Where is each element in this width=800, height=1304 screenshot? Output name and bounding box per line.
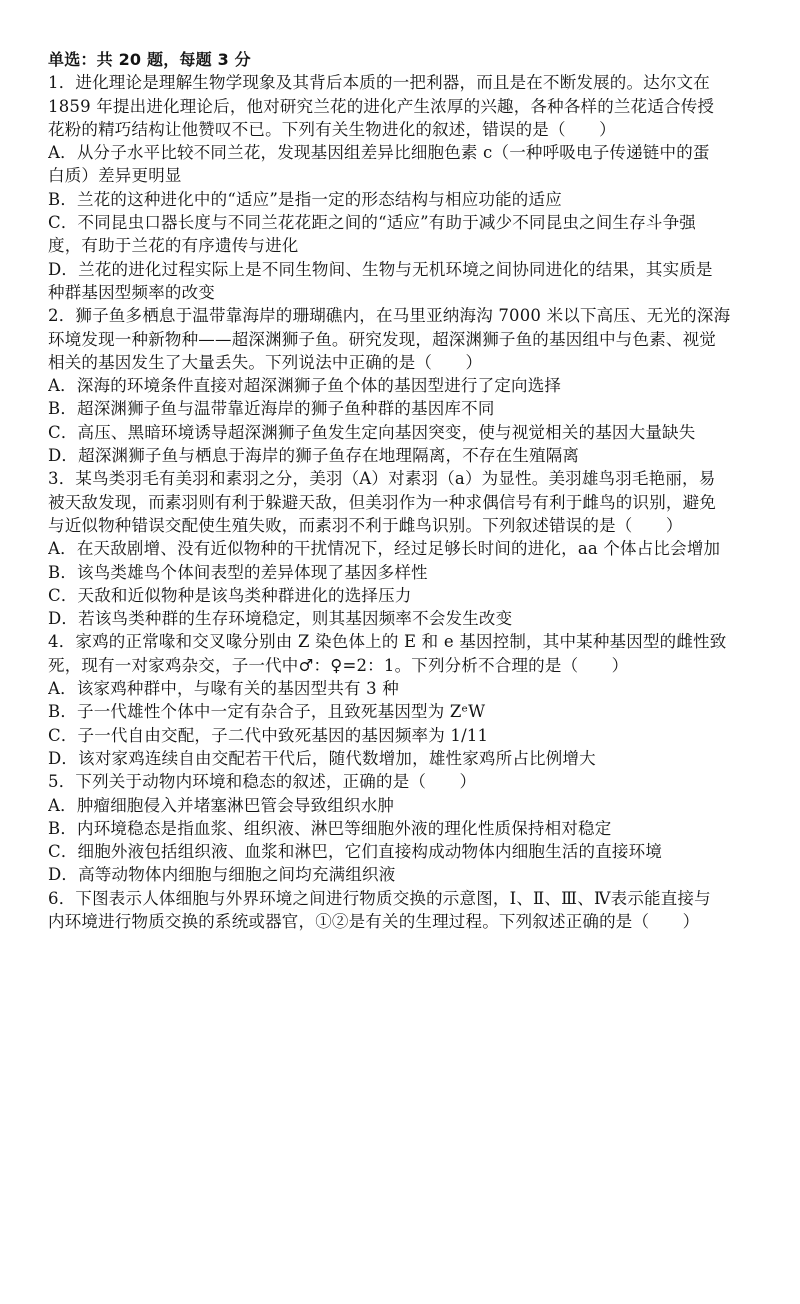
text-line: B．超深渊狮子鱼与温带靠近海岸的狮子鱼种群的基因库不同 (48, 399, 495, 419)
text-line: B．兰花的这种进化中的“适应”是指一定的形态结构与相应功能的适应 (48, 189, 562, 209)
text-line: A．肿瘤细胞侵入并堵塞淋巴管会导致组织水肿 (48, 795, 395, 815)
text-line: 种群基因型频率的改变 (48, 282, 215, 302)
text-line: C．细胞外液包括组织液、血浆和淋巴，它们直接构成动物体内细胞生活的直接环境 (48, 842, 663, 862)
exam-page (48, 48, 766, 933)
text-line: 1．进化理论是理解生物学现象及其背后本质的一把利器，而且是在不断发展的。达尔文在 (48, 73, 710, 93)
text-line: C．高压、黑暗环境诱导超深渊狮子鱼发生定向基因突变，使与视觉相关的基因大量缺失 (48, 422, 696, 442)
text-line: 死，现有一对家鸡杂交，子一代中♂：♀=2：1。下列分析不合理的是（ ） (48, 655, 629, 675)
text-line: D．超深渊狮子鱼与栖息于海岸的狮子鱼存在地理隔离，不存在生殖隔离 (48, 446, 580, 466)
text-line: B．内环境稳态是指血浆、组织液、淋巴等细胞外液的理化性质保持相对稳定 (48, 818, 612, 838)
text-line: 度，有助于兰花的有序遗传与进化 (48, 236, 299, 256)
text-line: 被天敌发现，而素羽则有利于躲避天敌，但美羽作为一种求偶信号有利于雌鸟的识别，避免 (48, 492, 716, 512)
text-line: A．从分子水平比较不同兰花，发现基因组差异比细胞色素 c（一种呼吸电子传递链中的蛋 (48, 143, 710, 163)
text-line: 花粉的精巧结构让他赞叹不已。下列有关生物进化的叙述，错误的是（ ） (48, 119, 616, 139)
text-line: B．该鸟类雄鸟个体间表型的差异体现了基因多样性 (48, 562, 428, 582)
text-line: 3．某鸟类羽毛有美羽和素羽之分，美羽（A）对素羽（a）为显性。美羽雄鸟羽毛艳丽，易 (48, 469, 716, 489)
text-line: 2．狮子鱼多栖息于温带靠海岸的珊瑚礁内，在马里亚纳海沟 7000 米以下高压、无光的深海 (48, 306, 731, 326)
text-line: D．若该鸟类种群的生存环境稳定，则其基因频率不会发生改变 (48, 609, 513, 629)
text-line: C．不同昆虫口器长度与不同兰花花距之间的“适应”有助于减少不同昆虫之间生存斗争强 (48, 213, 696, 233)
text-line: 6．下图表示人体细胞与外界环境之间进行物质交换的示意图，Ⅰ、Ⅱ、Ⅲ、Ⅳ表示能直接与 (48, 888, 711, 908)
text-line: 环境发现一种新物种——超深渊狮子鱼。研究发现，超深渊狮子鱼的基因组中与色素、视觉 (48, 329, 716, 349)
text-line: 白质）差异更明显 (48, 166, 182, 186)
text-line: A．在天敌剧增、没有近似物种的干扰情况下，经过足够长时间的进化，aa 个体占比会增加 (48, 539, 721, 559)
text-line: 与近似物种错误交配使生殖失败，而素羽不利于雌鸟识别。下列叙述错误的是（ ） (48, 515, 683, 535)
text-line: C．天敌和近似物种是该鸟类种群进化的选择压力 (48, 585, 412, 605)
text-line: D．高等动物体内细胞与细胞之间均充满组织液 (48, 865, 396, 885)
text-line: 内环境进行物质交换的系统或器官，①②是有关的生理过程。下列叙述正确的是（ ） (48, 911, 700, 931)
text-line: 4．家鸡的正常喙和交叉喙分别由 Z 染色体上的 E 和 e 基因控制，其中某种基因型的雌性致 (48, 632, 727, 652)
text-line: A．该家鸡种群中，与喙有关的基因型共有 3 种 (48, 679, 400, 699)
text-line: A．深海的环境条件直接对超深渊狮子鱼个体的基因型进行了定向选择 (48, 376, 562, 396)
text-line: 相关的基因发生了大量丢失。下列说法中正确的是（ ） (48, 352, 483, 372)
text-line: B．子一代雄性个体中一定有杂合子，且致死基因型为 ZᵉW (48, 702, 486, 722)
text-line: D．该对家鸡连续自由交配若干代后，随代数增加，雄性家鸡所占比例增大 (48, 748, 596, 768)
text-line: C．子一代自由交配，子二代中致死基因的基因频率为 1/11 (48, 725, 489, 745)
text-line: D．兰花的进化过程实际上是不同生物间、生物与无机环境之间协同进化的结果，其实质是 (48, 259, 713, 279)
text-line: 5．下列关于动物内环境和稳态的叙述，正确的是（ ） (48, 772, 477, 792)
section-heading: 单选：共 20 题，每题 3 分 (48, 50, 251, 69)
text-line: 1859 年提出进化理论后，他对研究兰花的进化产生浓厚的兴趣，各种各样的兰花适合传授 (48, 96, 715, 116)
